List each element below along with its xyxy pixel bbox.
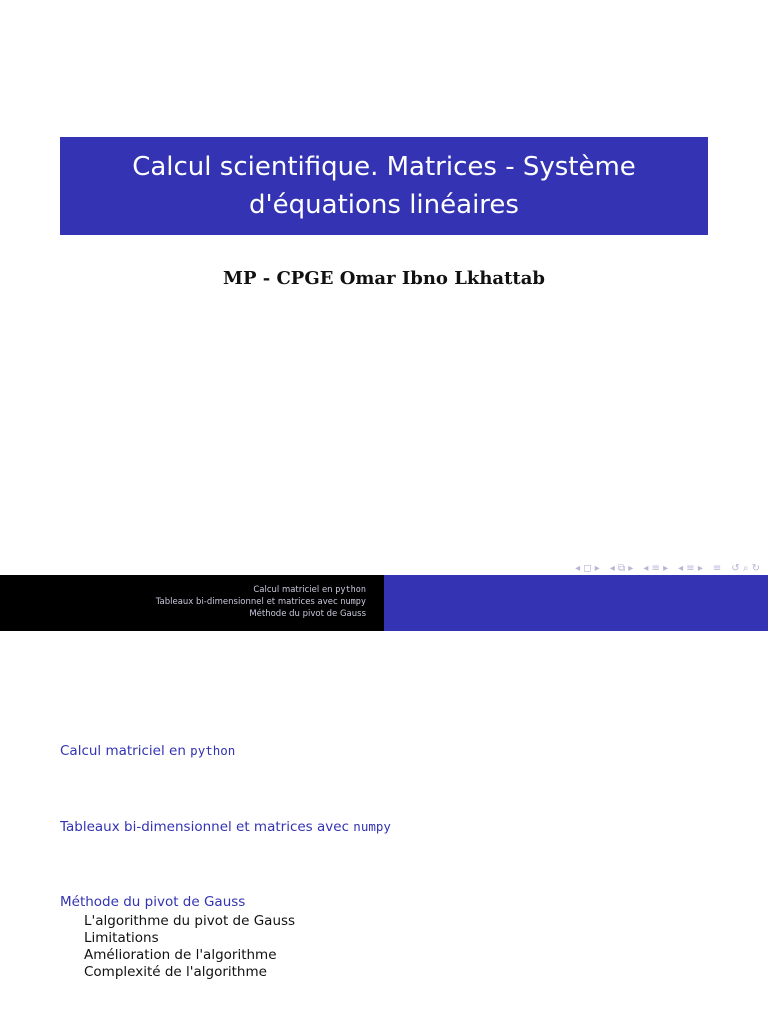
header-section-1[interactable] — [0, 584, 366, 596]
nav-frame-icon[interactable]: ◂ ◻ ▸ — [575, 562, 600, 574]
nav-search-icon[interactable]: ↺ ⌕ ↻ — [731, 562, 760, 574]
nav-subsection-icon[interactable]: ◂ ⧉ ▸ — [609, 562, 634, 574]
nav-document-icon[interactable]: ≡ — [712, 562, 722, 574]
toc-section-2-text: Tableaux bi-dimensionnel et matrices avec — [60, 819, 349, 835]
slide-header-band — [0, 575, 768, 631]
beamer-navigation-bar — [575, 561, 760, 575]
header-section-2-code: numpy — [340, 597, 366, 607]
header-blue-panel — [384, 575, 768, 631]
toc-subsection-4[interactable]: Complexité de l'algorithme — [84, 964, 267, 980]
header-section-2[interactable] — [0, 596, 366, 608]
toc-subsection-3[interactable]: Amélioration de l'algorithme — [84, 947, 277, 963]
slide-author: MP - CPGE Omar Ibno Lkhattab — [223, 268, 545, 289]
header-section-2-text: Tableaux bi-dimensionnel et matrices avec — [155, 597, 338, 607]
nav-section-alt-icon[interactable]: ◂ ≡ ▸ — [678, 562, 703, 574]
toc-section-3[interactable] — [60, 893, 296, 980]
toc-section-1[interactable] — [60, 742, 235, 760]
slide-title-box — [60, 137, 708, 235]
toc-subsection-list — [84, 913, 295, 981]
toc-section-2-code: numpy — [353, 819, 391, 834]
toc-subsection-2[interactable]: Limitations — [84, 930, 159, 946]
header-section-3-text: Méthode du pivot de Gauss — [249, 609, 366, 619]
toc-section-2[interactable] — [60, 818, 391, 836]
header-section-3[interactable] — [0, 608, 366, 620]
slide-title: Calcul scientifique. Matrices - Système d'équations linéaires — [132, 152, 636, 220]
header-section-list — [0, 575, 384, 631]
toc-section-1-text: Calcul matriciel en — [60, 743, 186, 759]
toc-section-3-text: Méthode du pivot de Gauss — [60, 894, 246, 910]
nav-section-icon[interactable]: ◂ ≡ ▸ — [643, 562, 669, 574]
header-section-1-text: Calcul matriciel en — [253, 585, 333, 595]
header-section-1-code: python — [335, 585, 366, 595]
toc-section-1-code: python — [190, 743, 236, 758]
toc-subsection-1[interactable]: L'algorithme du pivot de Gauss — [84, 913, 296, 929]
